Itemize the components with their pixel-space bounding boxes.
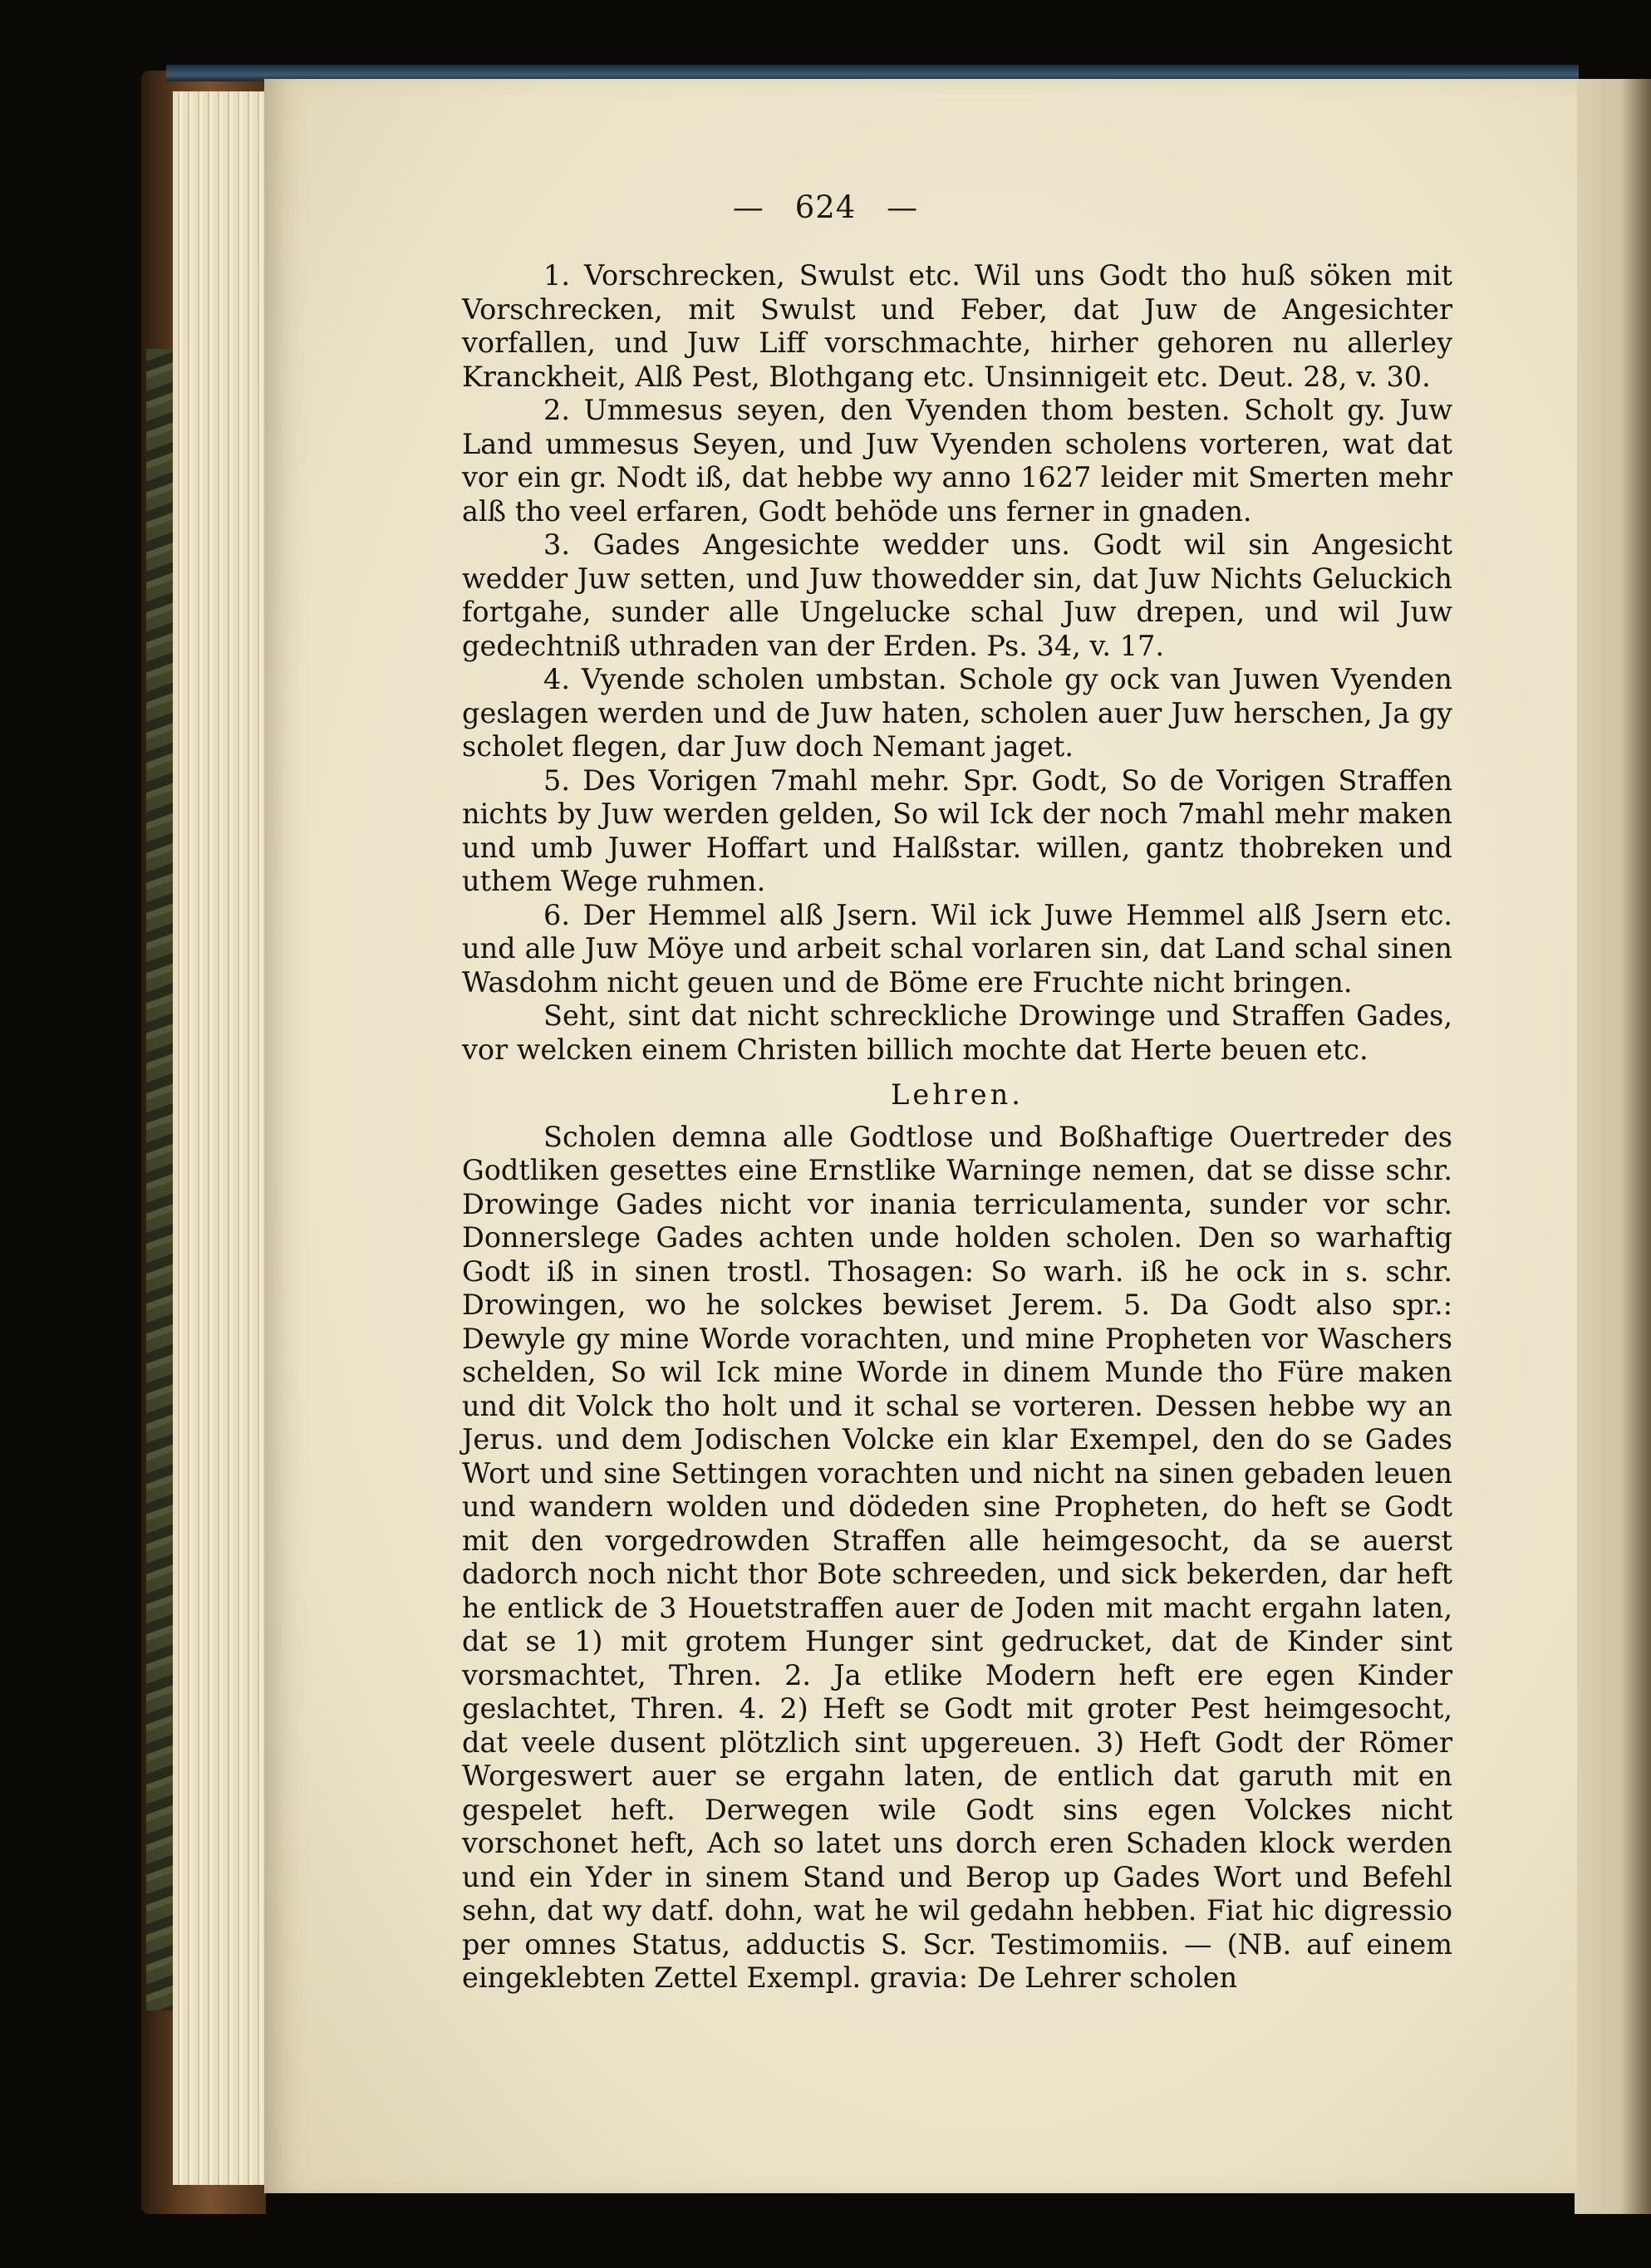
page-number: 624 bbox=[794, 189, 857, 225]
paragraph-4: 4. Vyende scholen umbstan. Schole gy ock van Juwen Vyenden geslagen werden und de Juw haten, scholen auer Juw herschen, Ja gy scholet flegen, dar Juw doch Nemant jaget. bbox=[462, 663, 1452, 763]
page-header bbox=[0, 189, 1651, 225]
body-text bbox=[462, 259, 1452, 1996]
facing-page-edge bbox=[1575, 79, 1651, 2214]
header-dash-left: — bbox=[732, 189, 764, 225]
paragraph-5: 5. Des Vorigen 7mahl mehr. Spr. Godt, So de Vorigen Straffen nichts by Juw werden gelden, So wil Ick der noch 7mahl mehr maken und umb Juwer Hoffart und Halßstar. willen, gantz thobreken und uthem Wege ruhmen. bbox=[462, 763, 1452, 897]
paragraph-2: 2. Ummesus seyen, den Vyenden thom besten. Scholt gy. Juw Land ummesus Seyen, und Juw Vyenden scholens vorteren, wat dat vor ein gr. Nodt iß, dat hebbe wy anno 1627 leider mit Smerten mehr alß tho veel erfaren, Godt behöde uns ferner in gnaden. bbox=[462, 394, 1452, 528]
lehren-paragraph: Scholen demna alle Godtlose und Boßhaftige Ouertreder des Godtliken gesettes eine Ernstlike Warninge nemen, dat se disse schr. Drowinge Gades nicht vor inania terriculamenta, sunder vor schr. Donnerslege Gades achten unde holden scholen. Den so warhaftig Godt iß in sinen trostl. Thosagen: So warh. iß he ock in s. schr. Drowingen, wo he solckes bewiset Jerem. 5. Da Godt also spr.: Dewyle gy mine Worde vorachten, und mine Propheten vor Waschers schelden, So wil Ick mine Worde in dinem Munde tho Füre maken und dit Volck tho holt und it schal se vorteren. Dessen hebbe wy an Jerus. und dem Jodischen Volcke ein klar Exempel, den do se Gades Wort und sine Settingen vorachten und nicht na sinen gebaden leuen und wandern wolden und dödeden sine Propheten, do heft se Godt mit den vorgedrowden Straffen alle heimgesocht, da se auerst dadorch noch nicht thor Bote schreeden, und sick bekerden, dar heft he entlick de 3 Houetstraffen auer de Joden mit macht ergahn laten, dat se 1) mit grotem Hunger sint gedrucket, dat de Kinder sint vorsmachtet, Thren. 2. Ja etlike Modern heft ere egen Kinder geslachtet, Thren. 4. 2) Heft se Godt mit groter Pest heimgesocht, dat veele dusent plötzlich sint upgereuen. 3) Heft Godt der Römer Worgeswert auer se ergahn laten, de entlich dat garuth mit en gespelet heft. Derwegen wile Godt sins egen Volckes nicht vorschonet heft, Ach so latet uns dorch eren Schaden klock werden und ein Yder in sinem Stand und Berop up Gades Wort und Befehl sehn, dat wy datf. dohn, wat he wil gedahn hebben. Fiat hic digressio per omnes Status, adductis S. Scr. Testimomiis. — (NB. auf einem eingeklebten Zettel Exempl. gravia: De Lehrer scholen bbox=[462, 1120, 1452, 1994]
header-dash-right: — bbox=[887, 189, 919, 225]
paragraph-3: 3. Gades Angesichte wedder uns. Godt wil sin Angesicht wedder Juw setten, und Juw thowedder sin, dat Juw Nichts Geluckich fortgahe, sunder alle Ungelucke schal Juw drepen, und wil Juw gedechtniß uthraden van der Erden. Ps. 34, v. 17. bbox=[462, 528, 1452, 662]
paragraph-1: 1. Vorschrecken, Swulst etc. Wil uns Godt tho huß söken mit Vorschrecken, mit Swulst und Feber, dat Juw de Angesichter vorfallen, und Juw Liff vorschmachte, hirher gehoren nu allerley Kranckheit, Alß Pest, Blothgang etc. Unsinnigeit etc. Deut. 28, v. 30. bbox=[462, 259, 1452, 393]
page-edges bbox=[173, 91, 273, 2185]
section-heading: Lehren. bbox=[891, 1078, 1024, 1111]
paragraph-seht: Seht, sint dat nicht schreckliche Drowinge und Straffen Gades, vor welcken einem Christen billich mochte dat Herte beuen etc. bbox=[462, 999, 1452, 1066]
paragraph-6: 6. Der Hemmel alß Jsern. Wil ick Juwe Hemmel alß Jsern etc. und alle Juw Möye und arbeit schal vorlaren sin, dat Land schal sinen Wasdohm nicht geuen und de Böme ere Fruchte nicht bringen. bbox=[462, 898, 1452, 999]
